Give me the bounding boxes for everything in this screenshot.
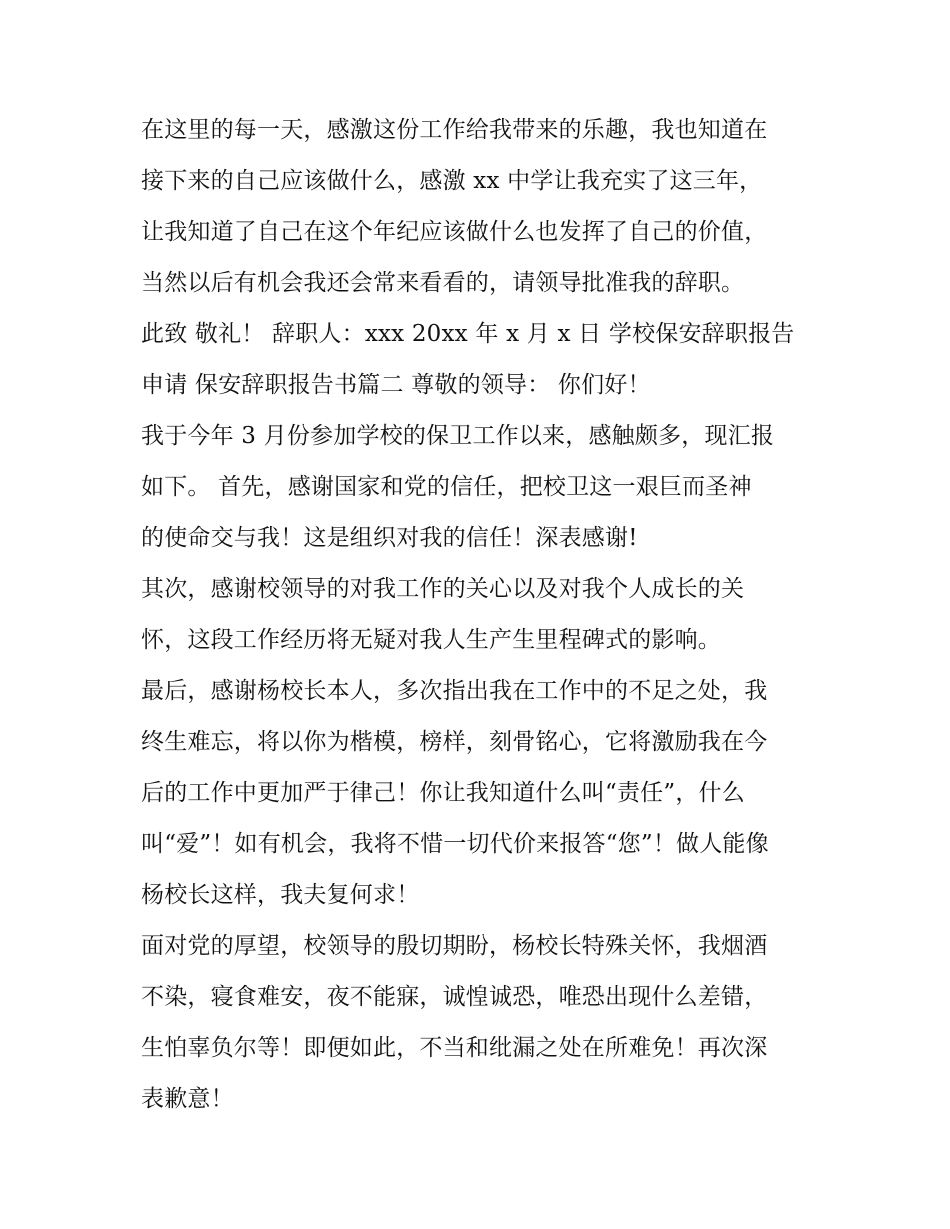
text-line: 如下。 首先，感谢国家和党的信任，把校卫这一艰巨而圣神 <box>141 474 752 500</box>
text-line: 申请 保安辞职报告书篇二 尊敬的领导： 你们好！ <box>141 372 651 398</box>
text-line: 生怕辜负尔等！即便如此，不当和纰漏之处在所难免！再次深 <box>141 1035 768 1061</box>
text-line: 让我知道了自己在这个年纪应该做什么也发挥了自己的价值， <box>141 219 768 245</box>
text-line: 终生难忘，将以你为楷模，榜样，刻骨铭心，它将激励我在今 <box>141 729 768 755</box>
text-line: 最后，感谢杨校长本人，多次指出我在工作中的不足之处，我 <box>141 678 768 704</box>
text-line: 的使命交与我！这是组织对我的信任！深表感谢! <box>141 525 638 551</box>
text-line: 不染，寝食难安，夜不能寐，诚惶诚恐，唯恐出现什么差错， <box>141 984 768 1010</box>
text-line: 表歉意！ <box>141 1086 234 1112</box>
document-body <box>141 105 821 1125</box>
text-line: 叫“爱”！如有机会，我将不惜一切代价来报答“您”！做人能像 <box>141 831 769 857</box>
text-line: 面对党的厚望，校领导的殷切期盼，杨校长特殊关怀，我烟酒 <box>141 933 768 959</box>
text-line: 其次，感谢校领导的对我工作的关心以及对我个人成长的关 <box>141 576 745 602</box>
text-line: 当然以后有机会我还会常来看看的，请领导批准我的辞职。 <box>141 270 745 296</box>
text-line: 接下来的自己应该做什么，感激 xx 中学让我充实了这三年， <box>141 168 763 194</box>
text-line: 后的工作中更加严于律己！你让我知道什么叫“责任”，什么 <box>141 780 745 806</box>
text-line: 在这里的每一天，感激这份工作给我带来的乐趣，我也知道在 <box>141 117 768 143</box>
text-line: 杨校长这样，我夫复何求！ <box>141 882 420 908</box>
text-line: 怀，这段工作经历将无疑对我人生产生里程碑式的影响。 <box>141 627 721 653</box>
text-line: 此致 敬礼！ 辞职人：xxx 20xx 年 x 月 x 日 学校保安辞职报告 <box>141 321 795 347</box>
text-line: 我于今年 3 月份参加学校的保卫工作以来，感触颇多，现汇报 <box>141 423 775 449</box>
